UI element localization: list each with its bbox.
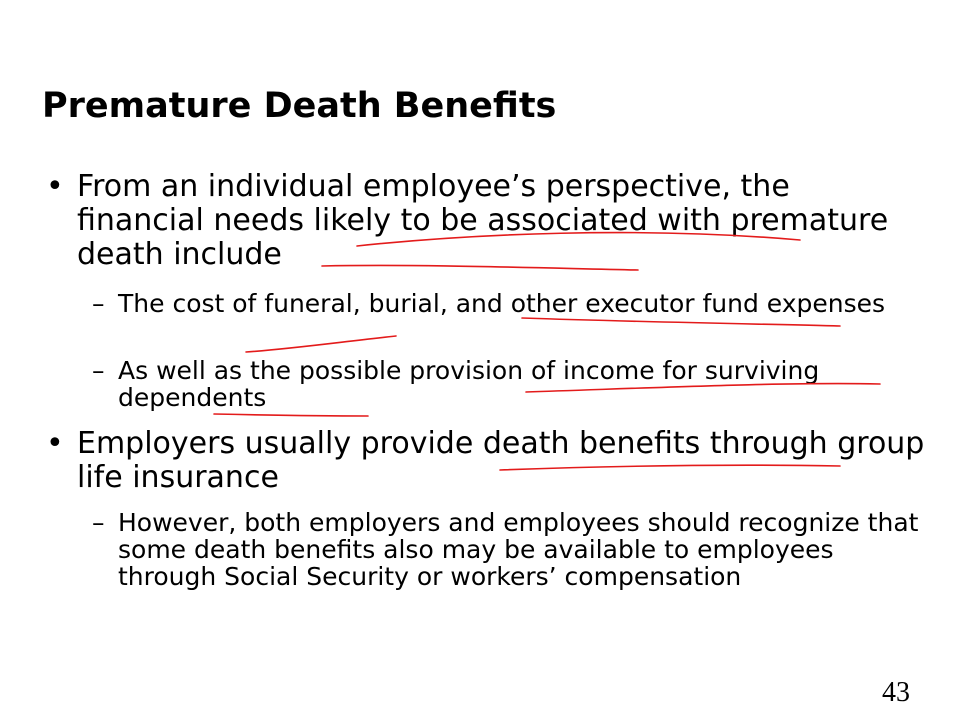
sub-bullet-text: As well as the possible provision of income for surviving dependents <box>118 356 820 412</box>
bullet-text: Employers usually provide death benefits through group life insurance <box>77 426 925 495</box>
sub-bullet-item <box>92 509 932 590</box>
dash-marker: – <box>92 289 105 318</box>
sub-bullet-text: However, both employers and employees should recognize that some death benefits also may be available to employees through Social Security or workers’ compensation <box>118 508 919 591</box>
underline-stroke <box>214 414 368 416</box>
bullet-item <box>46 170 926 272</box>
bullet-item <box>46 427 926 495</box>
bullet-text: From an individual employee’s perspective, the financial needs likely to be associated with premature death include <box>77 169 889 272</box>
page-number: 43 <box>882 677 910 708</box>
sub-bullet-item <box>92 290 932 317</box>
sub-bullet-text: The cost of funeral, burial, and other executor fund expenses <box>118 289 886 318</box>
bullet-marker: • <box>46 426 64 461</box>
slide-title: Premature Death Benefits <box>42 86 557 126</box>
underline-stroke <box>522 318 840 326</box>
sub-bullet-item <box>92 357 932 411</box>
underline-stroke <box>246 336 396 352</box>
bullet-marker: • <box>46 169 64 204</box>
dash-marker: – <box>92 508 105 537</box>
dash-marker: – <box>92 356 105 385</box>
